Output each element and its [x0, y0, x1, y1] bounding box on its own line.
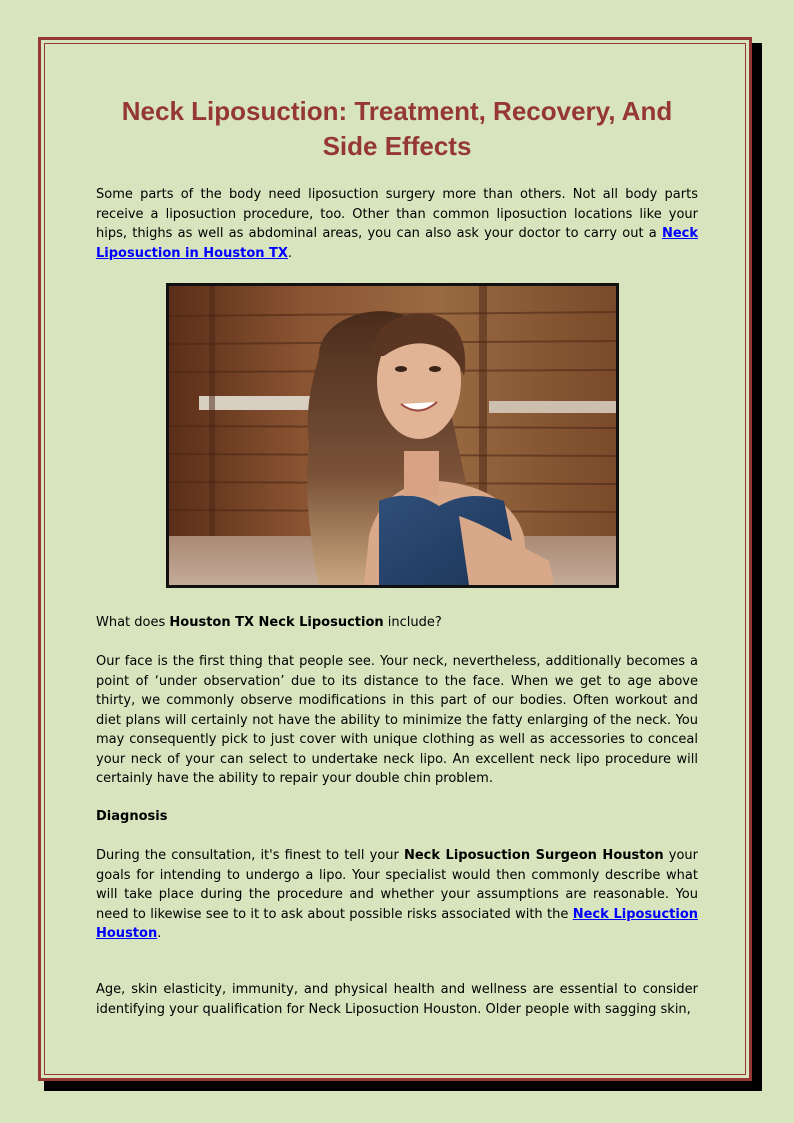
question-before: What does: [96, 615, 170, 630]
paragraph-consultation: [96, 846, 698, 944]
neck-liposuction-houston-tx-link[interactable]: Neck Liposuction in Houston TX: [96, 226, 698, 261]
page-title: Neck Liposuction: Treatment, Recovery, And Side Effects: [121, 96, 673, 161]
paragraph-qualification: Age, skin elasticity, immunity, and physical health and wellness are essential to consider identifying your qualification for Neck Liposuction Houston. Older people with sagging skin,: [96, 982, 698, 1017]
consultation-end: .: [157, 926, 162, 941]
neck-liposuction-houston-link[interactable]: Neck Liposuction Houston: [96, 906, 699, 941]
consultation-bold: Neck Liposuction Surgeon Houston: [403, 848, 664, 863]
consultation-before: During the consultation, it's finest to tell your: [96, 848, 404, 863]
question-after: include?: [383, 615, 442, 630]
intro-text: Some parts of the body need liposuction surgery more than others. Not all body parts receive a liposuction procedure, too. Other than common liposuction locations like your hips, thighs as well as abdominal areas, you can also ask your doctor to carry out a: [96, 187, 698, 241]
paragraph-face-neck: Our face is the first thing that people see. Your neck, nevertheless, additionally becomes a point of ‘under observation’ due to its distance to the face. When we get to age above thirty, we commonly observe modifications in this part of our bodies. Often workout and diet plans will certainly not have the ability to minimize the fatty enlarging of the neck. You may consequently pick to just cover with unique clothing as well as accessories to conceal your neck of your can select to undertake neck lipo. An excellent neck lipo procedure will certainly have the ability to repair your double chin problem.: [96, 654, 698, 786]
woman-portrait-photo: [166, 283, 619, 588]
intro-end: .: [287, 245, 293, 261]
question-line: [96, 613, 698, 633]
intro-paragraph: [96, 185, 698, 263]
photo-illustration: [169, 286, 616, 585]
question-bold: Houston TX Neck Liposuction: [169, 615, 384, 630]
consultation-middle: your goals for intending to undergo a lipo. Your specialist would then commonly describe what will take place during the procedure and whether your assumptions are reasonable. You need to likewise see to it to ask about possible risks associated with the: [96, 848, 698, 922]
diagnosis-heading: Diagnosis: [96, 809, 168, 824]
